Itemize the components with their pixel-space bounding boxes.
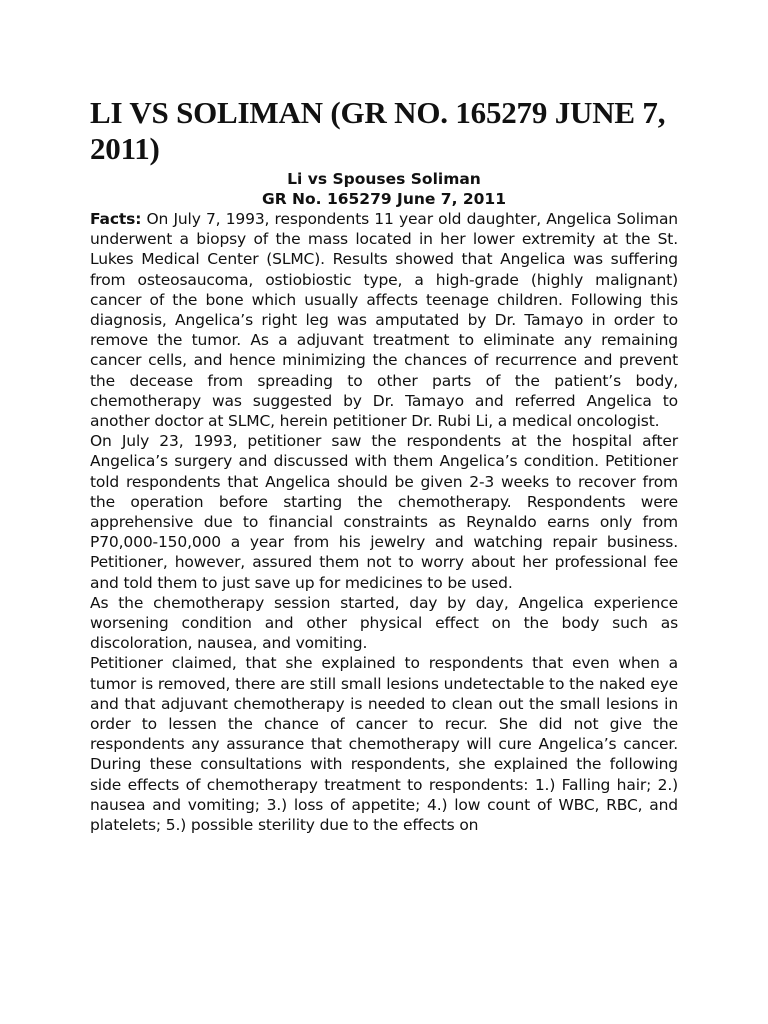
document-title: LI VS SOLIMAN (GR NO. 165279 JUNE 7, 2011): [90, 95, 666, 166]
facts-text: On July 7, 1993, respondents 11 year old daughter, Angelica Soliman underwent a biopsy of the mass located in her lower extremity at the St. Lukes Medical Center (SLMC). Results showed that Angelica was suffering from osteosaucoma, ostiobiostic type, a high-grade (highly malignant) cancer of the bone which usually affects teenage children. Following this diagnosis, Angelica’s right leg was amputated by Dr. Tamayo in order to remove the tumor. As a adjuvant treatment to eliminate any remaining cancer cells, and hence minimizing the chances of recurrence and prevent the decease from spreading to other parts of the patient’s body, chemotherapy was suggested by Dr. Tamayo and referred Angelica to another doctor at SLMC, herein petitioner Dr. Rubi Li, a medical oncologist.: [90, 210, 678, 431]
paragraph-chemotherapy-session: As the chemotherapy session started, day by day, Angelica experience worsening condition and other physical effect on the body such as discoloration, nausea, and vomiting.: [90, 593, 678, 653]
case-number: GR No. 165279 June 7, 2011: [261, 190, 507, 208]
paragraph-petitioner-claim: Petitioner claimed, that she explained to respondents that even when a tumor is removed, there are still small lesions undetectable to the naked eye and that adjuvant chemotherapy is needed to clean out the small lesions in order to lessen the chance of cancer to recur. She did not give the respondents any assurance that chemotherapy will cure Angelica’s cancer. During these consultations with respondents, she explained the following side effects of chemotherapy treatment to respondents: 1.) Falling hair; 2.) nausea and vomiting; 3.) loss of appetite; 4.) low count of WBC, RBC, and platelets; 5.) possible sterility due to the effects on: [90, 654, 678, 835]
facts-paragraph: [90, 209, 678, 431]
paragraph-consultation: On July 23, 1993, petitioner saw the respondents at the hospital after Angelica’s surgery and discussed with them Angelica’s condition. Petitioner told respondents that Angelica should be given 2-3 weeks to recover from the operation before starting the chemotherapy. Respondents were apprehensive due to financial constraints as Reynaldo earns only from P70,000-150,000 a year from his jewelry and watching repair business. Petitioner, however, assured them not to worry about her professional fee and told them to just save up for medicines to be used.: [90, 432, 678, 592]
case-name: Li vs Spouses Soliman: [287, 170, 481, 188]
facts-label: Facts:: [90, 210, 142, 228]
document-page: [90, 95, 678, 835]
